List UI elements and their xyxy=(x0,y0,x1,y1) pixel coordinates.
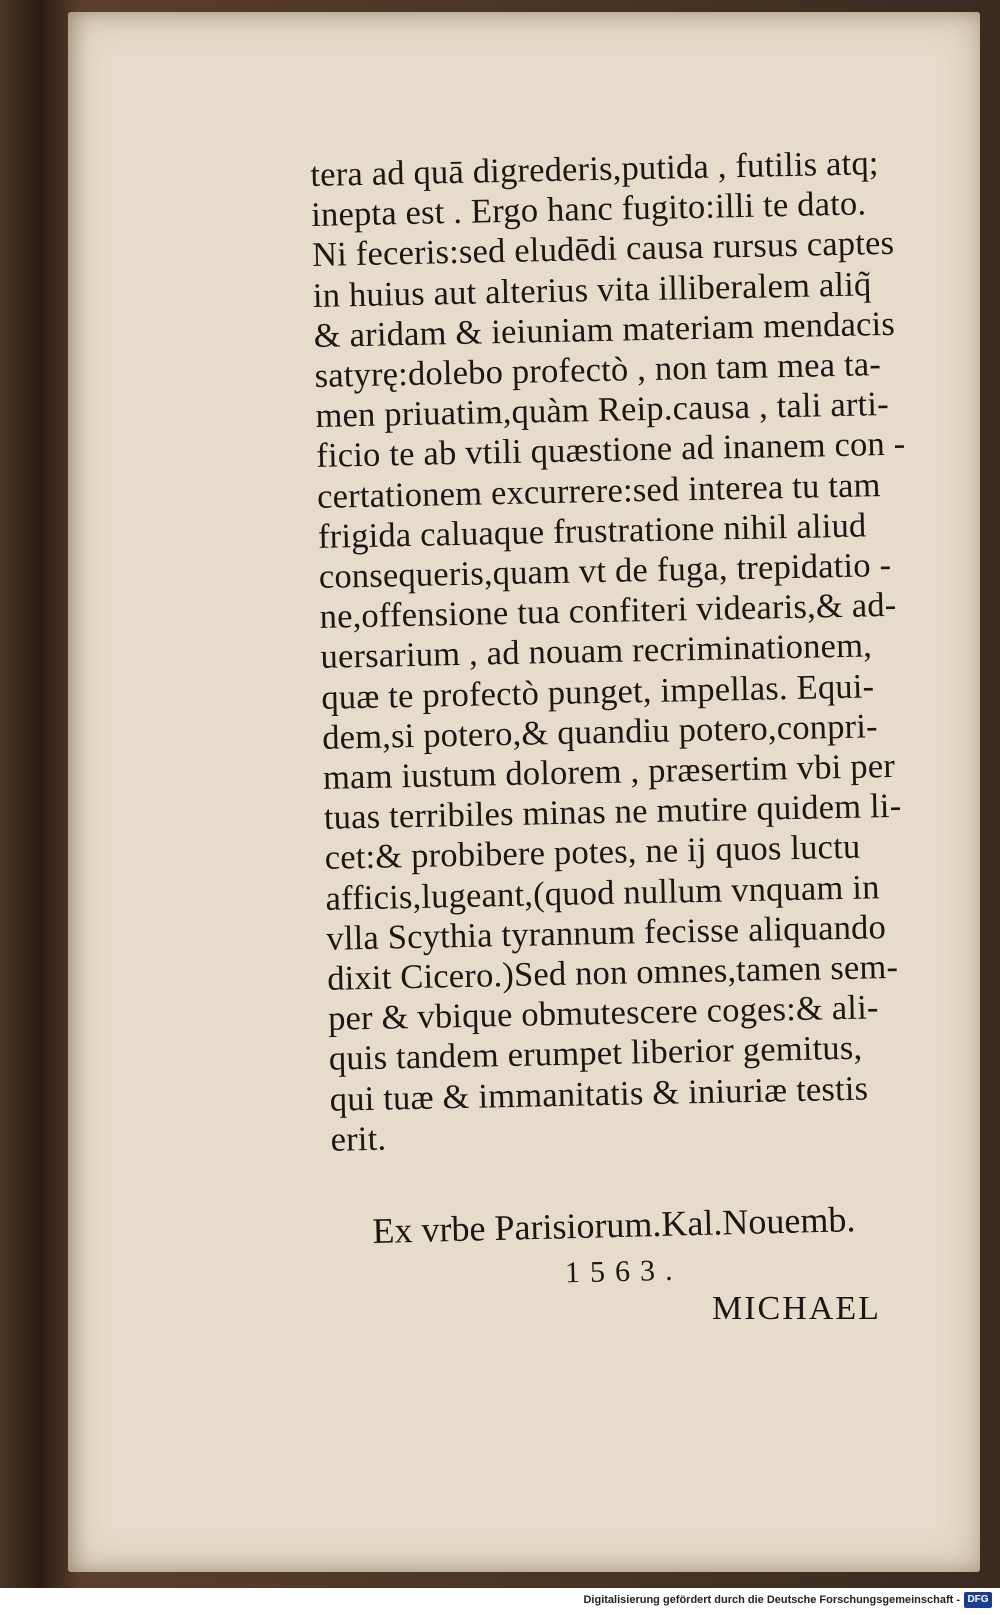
text-line: certationem excurrere:sed interea tu tam xyxy=(316,465,881,516)
text-line: frigida caluaque frustratione nihil aliud xyxy=(317,506,867,556)
text-line: in huius aut alterius vita illiberalem aliq̃ xyxy=(312,264,872,315)
text-line: men priuatim,quàm Reip.causa , tali arti- xyxy=(315,385,890,436)
funding-credit: Digitalisierung gefördert durch die Deutsche Forschungsgemeinschaft - xyxy=(583,1594,960,1606)
text-line: afficis,lugeant,(quod nullum vnquam in xyxy=(325,867,880,918)
text-line: qui tuæ & immanitatis & iniuriæ testis xyxy=(329,1069,869,1119)
digitization-footer xyxy=(0,1588,1000,1615)
text-line: & aridam & ieiuniam materiam mendacis xyxy=(313,304,896,355)
catchword: MICHAEL xyxy=(712,1290,881,1327)
text-line: inepta est . Ergo hanc fugito:illi te dato. xyxy=(310,184,867,235)
body-text xyxy=(310,142,971,1160)
text-line: tuas terribiles minas ne mutire quidem li- xyxy=(323,787,902,838)
colophon-place-date: Ex vrbe Parisiorum.Kal.Nouemb. xyxy=(372,1199,856,1251)
text-line: per & vbique obmutescere coges:& ali- xyxy=(327,988,879,1039)
text-line: uersarium , ad nouam recriminationem, xyxy=(320,626,873,677)
text-line: ficio te ab vtili quæstione ad inanem con - xyxy=(315,425,906,476)
text-line: consequeris,quam vt de fuga, trepidatio - xyxy=(318,545,892,596)
text-line: quæ te profectò punget, impellas. Equi- xyxy=(320,666,875,717)
text-line: mam iustum dolorem , præsertim vbi per xyxy=(322,746,896,797)
text-line: ne,offensione tua confiteri videaris,& ad- xyxy=(319,586,897,637)
text-line: dixit Cicero.)Sed non omnes,tamen sem- xyxy=(326,947,899,998)
text-line: vlla Scythia tyrannum fecisse aliquando xyxy=(326,907,887,958)
text-line: quis tandem erumpet liberior gemitus, xyxy=(328,1029,863,1079)
text-line: erit. xyxy=(330,1119,387,1159)
colophon-year: 1563. xyxy=(564,1253,683,1290)
text-line: tera ad quā digrederis,putida , futilis atq; xyxy=(310,144,879,194)
text-line: cet:& probibere potes, ne ij quos luctu xyxy=(324,828,861,878)
text-line: dem,si potero,& quandiu potero,conpri- xyxy=(321,707,879,757)
text-line: Ni feceris:sed eludēdi causa rursus captes xyxy=(311,224,895,275)
dfg-logo-icon: DFG xyxy=(964,1592,992,1608)
text-line: satyrę:dolebo profectò , non tam mea ta- xyxy=(314,345,882,395)
